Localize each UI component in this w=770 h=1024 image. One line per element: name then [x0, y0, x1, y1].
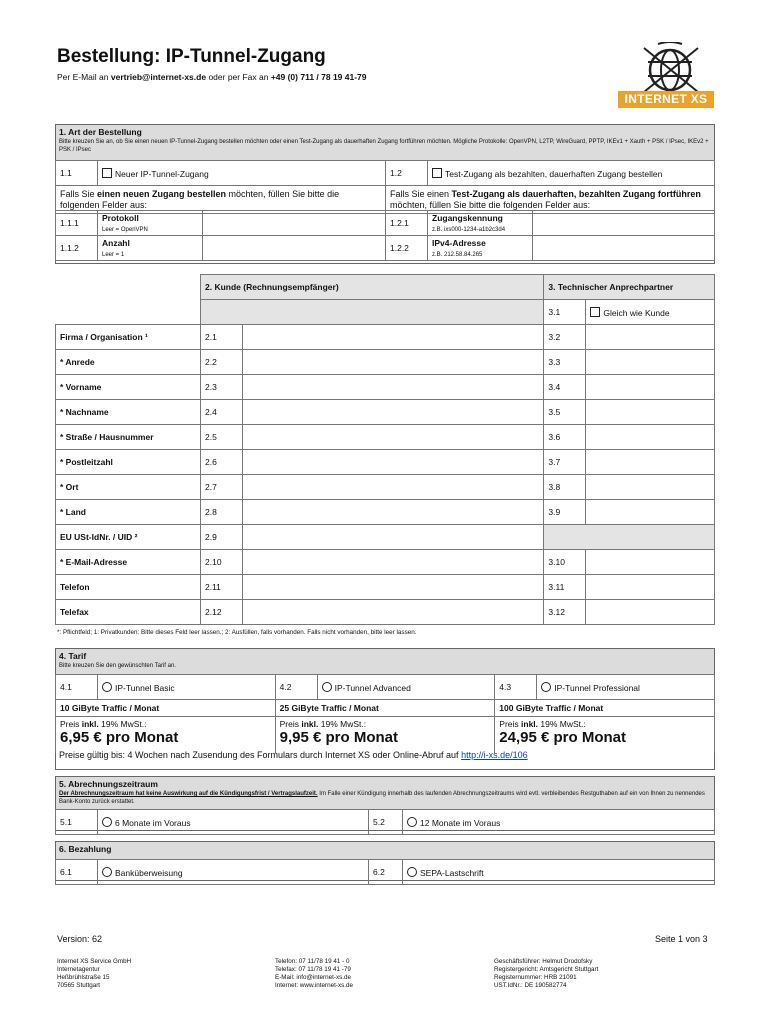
customer-field[interactable]: [243, 500, 544, 525]
customer-field[interactable]: [243, 575, 544, 600]
section-order-type: 1. Art der Bestellung Bitte kreuzen Sie an, ob Sie einen neuen IP-Tunnel-Zugang bestellen möchten oder einen Test-Zugang als dauerhaften Zugang fortführen möchten. Mögliche Protokolle: OpenVPN, L2TP, WireGuard, PPTP, IKEv1 + Xauth + PSK / IPsec, IKEv2 + PSK / IPsec 1.1 Neuer IP-Tunnel-Zugang 1.2 Test-Zugang als bezahlten, dauerhaften Zugang bestellen Falls Sie einen neuen Zugang bestellen möchten, füllen Sie bitte die folgenden Felder aus: Falls Sie einen Test-Zugang als dauerhaften, bezahlten Zugang fortführen möchten, füllen Sie bitte die folgenden Felder aus: 1.1.1 Protokoll Leer = OpenVPN 1.2.1 Zugangskennung z.B. ixs000-1234-a1b2c3d4 1.1.2 Anzahl Leer = 1 1.2.2 IPv4-Adresse z.B. 212.58.84.265: [55, 124, 715, 264]
tariff-traffic: 100 GiByte Traffic / Monat: [495, 700, 715, 717]
contact-field[interactable]: [586, 500, 715, 525]
company-contact: Telefon: 07 11/78 19 41 - 0 Telefax: 07 11/78 19 41 -79 E-Mail: info@internet-xs.de Internet: www.internet-xs.de: [275, 958, 354, 989]
table-row: * Land 2.8 3.9: [56, 500, 715, 525]
radio[interactable]: [322, 682, 332, 692]
section-payment: 6. Bezahlung 6.1 Banküberweisung 6.2 SEPA-Lastschrift: [55, 841, 715, 881]
option-test-access[interactable]: Test-Zugang als bezahlten, dauerhaften Zugang bestellen: [428, 161, 715, 186]
field-label: * Ort: [56, 475, 201, 500]
company-address: Internet XS Service GmbH Internetagentur Heßbrühlstraße 15 70565 Stuttgart: [57, 958, 132, 989]
protokoll-field[interactable]: [203, 211, 386, 236]
version: Version: 62: [57, 934, 103, 944]
radio[interactable]: [102, 867, 112, 877]
table-row: Telefax 2.12 3.12: [56, 600, 715, 625]
radio[interactable]: [407, 817, 417, 827]
option-sepa-direct-debit[interactable]: SEPA-Lastschrift: [403, 860, 715, 885]
test-access-instructions: Falls Sie einen Test-Zugang als dauerhaften, bezahlten Zugang fortführen möchten, füllen Sie bitte die folgenden Felder aus:: [386, 186, 715, 214]
anzahl-label: Anzahl Leer = 1: [98, 236, 203, 261]
tariff-traffic: 25 GiByte Traffic / Monat: [275, 700, 495, 717]
contact-field[interactable]: [586, 575, 715, 600]
table-row: * Ort 2.7 3.8: [56, 475, 715, 500]
table-row: * Postleitzahl 2.6 3.7: [56, 450, 715, 475]
field-label: * E-Mail-Adresse: [56, 550, 201, 575]
kennung-field[interactable]: [533, 211, 715, 236]
globe-icon: [618, 42, 714, 94]
field-label: * Nachname: [56, 400, 201, 425]
customer-field[interactable]: [243, 325, 544, 350]
protokoll-label: Protokoll Leer = OpenVPN: [98, 211, 203, 236]
option-new-access[interactable]: Neuer IP-Tunnel-Zugang: [98, 161, 386, 186]
customer-field[interactable]: [243, 450, 544, 475]
tariff-traffic: 10 GiByte Traffic / Monat: [56, 700, 276, 717]
page-number: Seite 1 von 3: [655, 934, 708, 944]
logo-text: INTERNET XS: [618, 91, 714, 108]
contact-field[interactable]: [586, 425, 715, 450]
customer-field[interactable]: [243, 550, 544, 575]
customer-field[interactable]: [243, 375, 544, 400]
contact-field[interactable]: [586, 400, 715, 425]
ipv4-label: IPv4-Adresse z.B. 212.58.84.265: [428, 236, 533, 261]
field-label: Telefax: [56, 600, 201, 625]
section-description: Der Abrechnungszeitraum hat keine Auswirkung auf die Kündigungsfrist / Vertragslaufzeit. Im Falle einer Kündigung innerhalb des laufenden Abrechnungszeitraums wird evtl. verbleibendes Restguthaben auf ein von Ihnen zu nennendes Bank-Konto zurück erstattet.: [59, 791, 705, 805]
field-label: Firma / Organisation ¹: [56, 325, 201, 350]
table-row: * Vorname 2.3 3.4: [56, 375, 715, 400]
page-title: Bestellung: IP-Tunnel-Zugang: [57, 46, 326, 67]
field-label: * Postleitzahl: [56, 450, 201, 475]
company-registry: Geschäftsführer: Helmut Drodofsky Registergericht: Amtsgericht Stuttgart Registernummer: HRB 21091 UST.IdNr.: DE 190582774: [494, 958, 599, 989]
customer-field[interactable]: [243, 350, 544, 375]
contact-field[interactable]: [586, 325, 715, 350]
table-row: Firma / Organisation ¹ 2.1 3.2: [56, 325, 715, 350]
table-row: * Straße / Hausnummer 2.5 3.6: [56, 425, 715, 450]
fax-number: +49 (0) 711 / 78 19 41-79: [270, 72, 367, 82]
section-description: Bitte kreuzen Sie an, ob Sie einen neuen IP-Tunnel-Zugang bestellen möchten oder einen Test-Zugang als dauerhaften Zugang fortführen möchten. Mögliche Protokolle: OpenVPN, L2TP, WireGuard, PPTP, IKEv1 + Xauth + PSK / IPsec, IKEv2 + PSK / IPsec: [59, 139, 709, 153]
customer-contact-table: 2. Kunde (Rechnungsempfänger) 3. Technischer Anprechpartner 3.1 Gleich wie Kunde Firma / Organisation ¹ 2.1 3.2 * Anrede 2.2 3.3 * Vorname 2.3 3.4 * Nachname 2.4 3.5 * Straße / Hausnummer 2.5 3.6 * Postleitzahl 2.6 3.7 * Ort 2.7 3.8 * Land 2.8 3.9 EU USt-IdNr. / UID ² 2.9 * E-Mail-Adresse 2.10 3.10 Telefon 2.11 3.11 Telefax 2.12 3.12: [55, 274, 715, 625]
option-12-months[interactable]: 12 Monate im Voraus: [403, 810, 715, 835]
checkbox[interactable]: [102, 168, 112, 178]
field-label: Telefon: [56, 575, 201, 600]
contact-heading: 3. Technischer Anprechpartner: [544, 275, 715, 300]
radio[interactable]: [407, 867, 417, 877]
kennung-label: Zugangskennung z.B. ixs000-1234-a1b2c3d4: [428, 211, 533, 236]
checkbox[interactable]: [432, 168, 442, 178]
new-access-instructions: Falls Sie einen neuen Zugang bestellen möchten, füllen Sie bitte die folgenden Felder aus:: [56, 186, 386, 214]
field-label: * Vorname: [56, 375, 201, 400]
anzahl-field[interactable]: [203, 236, 386, 261]
table-row: EU USt-IdNr. / UID ² 2.9: [56, 525, 715, 550]
ipv4-field[interactable]: [533, 236, 715, 261]
contact-field[interactable]: [586, 550, 715, 575]
contact-field[interactable]: [586, 350, 715, 375]
field-label: EU USt-IdNr. / UID ²: [56, 525, 201, 550]
section-heading: 4. Tarif: [59, 651, 87, 661]
section-heading: 6. Bezahlung: [59, 844, 112, 854]
footnote: *: Pflichtfeld; 1: Privatkunden: Bitte dieses Feld leer lassen.; 2: Ausfüllen, falls vorhanden. Falls nicht vorhanden, bitte leer lassen.: [57, 629, 417, 636]
page-subtitle: Per E-Mail an vertrieb@internet-xs.de oder per Fax an +49 (0) 711 / 78 19 41-79: [57, 72, 367, 82]
radio[interactable]: [541, 682, 551, 692]
section-billing-period: 5. Abrechnungszeitraum Der Abrechnungszeitraum hat keine Auswirkung auf die Kündigungsfrist / Vertragslaufzeit. Im Falle einer Kündigung innerhalb des laufenden Abrechnungszeitraums wird evtl. verbleibendes Restguthaben auf ein von Ihnen zu nennendes Bank-Konto zurück erstattet. 5.1 6 Monate im Voraus 5.2 12 Monate im Voraus: [55, 776, 715, 831]
tariff-option[interactable]: IP-Tunnel Professional: [537, 675, 715, 700]
table-row: Telefon 2.11 3.11: [56, 575, 715, 600]
field-label: * Anrede: [56, 350, 201, 375]
section-heading: 5. Abrechnungszeitraum: [59, 779, 158, 789]
customer-field[interactable]: [243, 425, 544, 450]
contact-field[interactable]: [586, 600, 715, 625]
table-row: * E-Mail-Adresse 2.10 3.10: [56, 550, 715, 575]
tariff-price: Preis inkl. 19% MwSt.: 24,95 € pro Monat: [495, 717, 715, 753]
customer-heading: 2. Kunde (Rechnungsempfänger): [201, 275, 544, 300]
radio[interactable]: [102, 682, 112, 692]
tariff-option[interactable]: IP-Tunnel Basic: [97, 675, 275, 700]
customer-field[interactable]: [243, 400, 544, 425]
option-bank-transfer[interactable]: Banküberweisung: [98, 860, 369, 885]
section-heading: 1. Art der Bestellung: [59, 127, 142, 137]
tariff-price: Preis inkl. 19% MwSt.: 9,95 € pro Monat: [275, 717, 495, 753]
table-row: * Anrede 2.2 3.3: [56, 350, 715, 375]
tariff-option[interactable]: IP-Tunnel Advanced: [317, 675, 495, 700]
contact-field[interactable]: [586, 375, 715, 400]
checkbox[interactable]: [590, 307, 600, 317]
customer-field[interactable]: [243, 525, 544, 550]
contact-field[interactable]: [586, 475, 715, 500]
field-label: * Straße / Hausnummer: [56, 425, 201, 450]
tariff-link[interactable]: http://i-xs.de/106: [461, 750, 528, 760]
customer-field[interactable]: [243, 600, 544, 625]
internet-xs-logo: [618, 42, 714, 108]
section-description: Bitte kreuzen Sie den gewünschten Tarif an.: [59, 663, 176, 669]
customer-field[interactable]: [243, 475, 544, 500]
section-tariff: 4. Tarif Bitte kreuzen Sie den gewünschten Tarif an. 4.1 IP-Tunnel Basic 4.2 IP-Tunnel Advanced 4.3 IP-Tunnel Professional 10 GiByte Traffic / Monat 25 GiByte Traffic / Monat 100 GiByte Traffic / Monat Preis inkl. 19% MwSt.: 6,95 € pro Monat Preis inkl. 19% MwSt.: 9,95 € pro Monat Preis inkl. 19% MwSt.: 24,95 € pro Monat Preise gültig bis: 4 Wochen nach Zusendung des Formulars durch Internet XS oder Online-Abruf auf http://i-xs.de/106: [55, 648, 715, 770]
price-validity: Preise gültig bis: 4 Wochen nach Zusendung des Formulars durch Internet XS oder Online-Abruf auf http://i-xs.de/106: [59, 750, 528, 760]
same-as-customer-option[interactable]: Gleich wie Kunde: [586, 300, 715, 325]
contact-field[interactable]: [586, 450, 715, 475]
option-6-months[interactable]: 6 Monate im Voraus: [98, 810, 369, 835]
tariff-price: Preis inkl. 19% MwSt.: 6,95 € pro Monat: [56, 717, 276, 753]
table-row: * Nachname 2.4 3.5: [56, 400, 715, 425]
radio[interactable]: [102, 817, 112, 827]
field-label: * Land: [56, 500, 201, 525]
email-address: vertrieb@internet-xs.de: [110, 72, 207, 82]
